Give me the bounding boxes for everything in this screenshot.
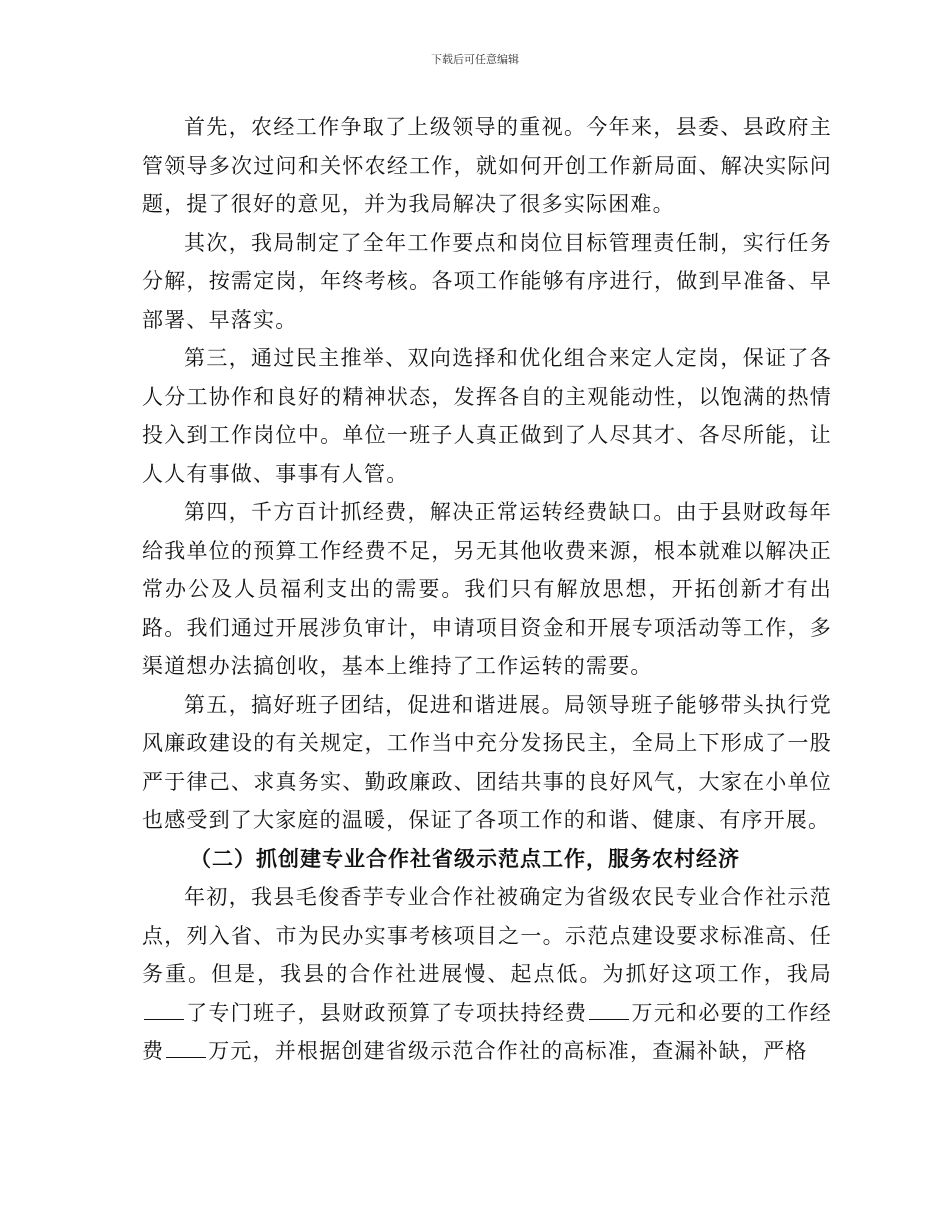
- paragraph-third: 第三，通过民主推举、双向选择和优化组合来定人定岗，保证了各人分工协作和良好的精神状态，发挥各自的主观能动性，以饱满的热情投入到工作岗位中。单位一班子人真正做到了人尽其才、各尽所能，让人人有事做、事事有人管。: [142, 346, 832, 486]
- paragraph-fourth: 第四，千方百计抓经费，解决正常运转经费缺口。由于县财政每年给我单位的预算工作经费不足，另无其他收费来源，根本就难以解决正常办公及人员福利支出的需要。我们只有解放思想，开拓创新才有出路。我们通过开展涉负审计，申请项目资金和开展专项活动等工作，多渠道想办法搞创收，基本上维持了工作运转的需要。: [142, 500, 832, 678]
- section-heading: （二）抓创建专业合作社省级示范点工作，服务农村经济: [190, 845, 740, 871]
- paragraph-first: 首先，农经工作争取了上级领导的重视。今年来，县委、县政府主管领导多次过问和关怀农经工作，就如何开创工作新局面、解决实际问题，提了很好的意见，并为我局解决了很多实际困难。: [142, 115, 832, 216]
- paragraph-cooperative: [142, 878, 832, 1071]
- paragraph-cooperative-part3: 万元和必要的工作经费: [142, 1000, 832, 1063]
- paragraph-cooperative-part4: 万元，并根据创建省级示范合作社的高标准，查漏补缺，严格: [208, 1039, 808, 1063]
- paragraph-cooperative-part1: 年初，我县毛俊香芋专业合作社被确定为省级农民专业合作社示范点，列入省、市为民办实事考核项目之一。示范点建设要求标准高、任务重。但是，我县的合作社进展慢、起点低。为抓好这项工作，我局: [142, 885, 832, 986]
- fill-blank-3: [166, 1037, 206, 1058]
- paragraph-second: 其次，我局制定了全年工作要点和岗位目标管理责任制，实行任务分解，按需定岗，年终考核。各项工作能够有序进行，做到早准备、早部署、早落实。: [142, 230, 832, 332]
- paragraph-fifth: 第五，搞好班子团结，促进和谐进展。局领导班子能够带头执行党风廉政建设的有关规定，工作当中充分发扬民主，全局上下形成了一股严于律己、求真务实、勤政廉政、团结共事的良好风气，大家在小单位也感受到了大家庭的温暖，保证了各项工作的和谐、健康、有序开展。: [142, 692, 832, 832]
- document-body: [142, 108, 832, 1071]
- paragraph-cooperative-part2: 了专门班子，县财政预算了专项扶持经费: [186, 1000, 588, 1025]
- page-header-note: 下载后可任意编辑: [431, 53, 519, 66]
- fill-blank-1: [144, 999, 184, 1020]
- fill-blank-2: [589, 999, 629, 1020]
